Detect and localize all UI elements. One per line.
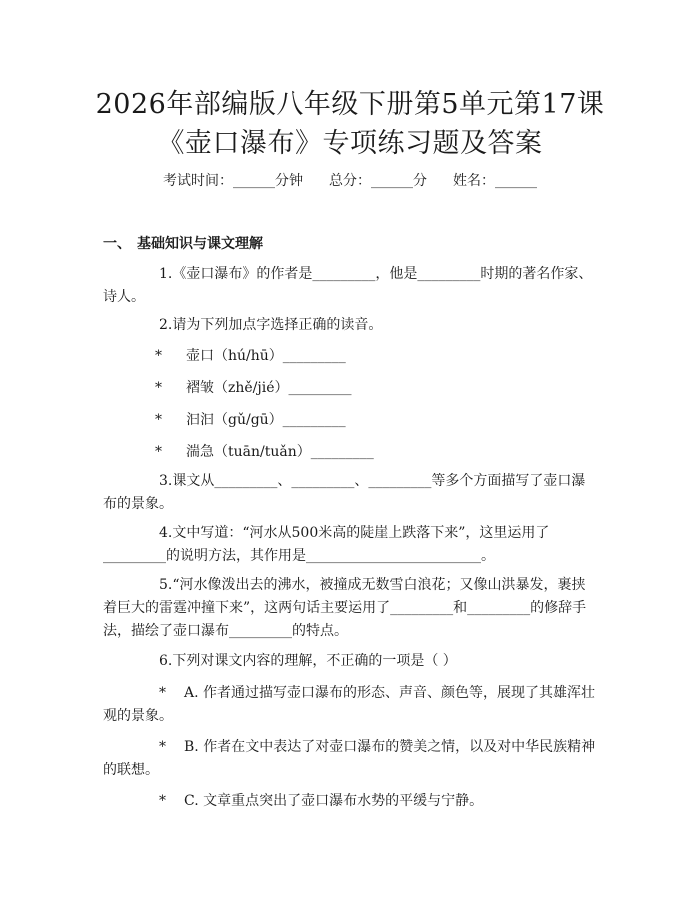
question-text: “河水像泼出去的沸水，被撞成无数雪白浪花；又像山洪暴发，裹挟着巨大的雷霆冲撞下来”，这两句话主要运用了_________和_________的修辞手法，描绘了壶口瀑布_________的特点。 (103, 577, 587, 639)
bullet-marker: * (159, 793, 166, 809)
exam-total-score-field: 总分：______分 (329, 173, 427, 189)
answer-option-c (103, 790, 599, 813)
question-1 (103, 263, 599, 309)
question-number: 4. (159, 525, 173, 541)
option-text: C. 文章重点突出了壶口瀑布水势的平缓与宁静。 (184, 793, 484, 809)
document-title-line2: 《壶口瀑布》专项练习题及答案 (157, 128, 543, 159)
exam-time-field: 考试时间：______分钟 (163, 173, 303, 189)
question-5 (103, 574, 599, 643)
option-text: B. 作者在文中表达了对壶口瀑布的赞美之情，以及对中华民族精神的联想。 (103, 739, 596, 778)
section-number: 一、 (103, 236, 131, 252)
section-title: 基础知识与课文理解 (137, 236, 263, 252)
bullet-marker: * (155, 444, 162, 460)
exam-name-field: 姓名：______ (453, 173, 537, 189)
question-text: 文中写道：“河水从500米高的陡崖上跌落下来”，这里运用了_________的说明方法，其作用是_________________________。 (103, 525, 550, 564)
question-number: 6. (159, 653, 173, 669)
pinyin-item-text: 汩汩（gǔ/gū）_________ (186, 412, 346, 428)
question-text: 《壶口瀑布》的作者是_________，他是_________时期的著名作家、诗人。 (103, 266, 593, 305)
question-number: 2. (159, 317, 173, 333)
pinyin-item (155, 409, 346, 431)
pinyin-item (155, 345, 346, 367)
pinyin-item (155, 377, 352, 399)
question-number: 5. (159, 577, 173, 593)
exam-info-bar (0, 170, 700, 190)
bullet-marker: * (155, 380, 162, 396)
bullet-marker: * (159, 739, 166, 755)
question-text: 课文从_________、_________、_________等多个方面描写了壶口瀑布的景象。 (103, 473, 586, 512)
bullet-marker: * (159, 685, 166, 701)
pinyin-item-text: 褶皱（zhě/jié）_________ (186, 380, 352, 396)
question-2 (103, 314, 599, 337)
question-3 (103, 470, 599, 516)
answer-option-a (103, 682, 599, 728)
option-text: A. 作者通过描写壶口瀑布的形态、声音、颜色等，展现了其雄浑壮观的景象。 (103, 685, 596, 724)
question-6 (103, 650, 599, 673)
pinyin-item-text: 壶口（hú/hū）_________ (186, 348, 346, 364)
question-4 (103, 522, 599, 568)
question-number: 1. (159, 266, 173, 282)
bullet-marker: * (155, 348, 162, 364)
pinyin-item-text: 湍急（tuān/tuǎn）_________ (186, 444, 374, 460)
question-text: 请为下列加点字选择正确的读音。 (172, 317, 383, 333)
bullet-marker: * (155, 412, 162, 428)
question-text: 下列对课文内容的理解，不正确的一项是（ ） (172, 653, 457, 669)
pinyin-item (155, 441, 374, 463)
question-number: 3. (159, 473, 173, 489)
section-heading (103, 233, 263, 253)
answer-option-b (103, 736, 599, 782)
document-title-line1: 2026年部编版八年级下册第5单元第17课 (95, 89, 605, 120)
